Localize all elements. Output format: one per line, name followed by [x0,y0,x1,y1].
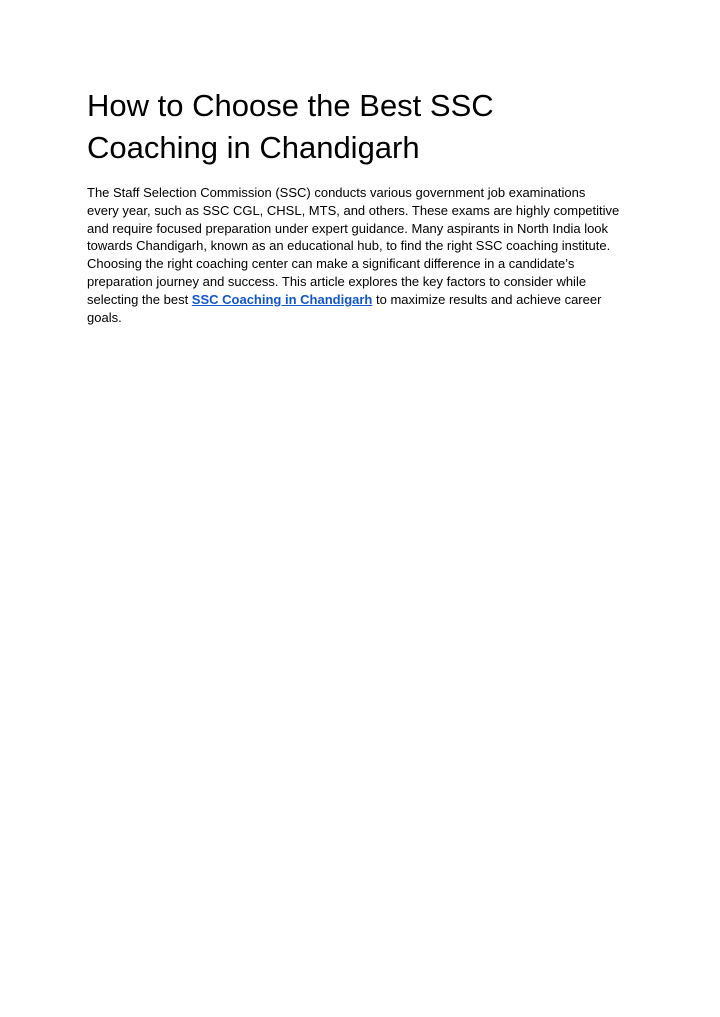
document-content [87,85,647,326]
title-line-2: Coaching in Chandigarh [87,130,420,165]
paragraph-line-7 [87,291,647,309]
intro-paragraph [87,184,647,326]
title-line-1: How to Choose the Best SSC [87,88,494,123]
paragraph-line-1: The Staff Selection Commission (SSC) conducts various government job examinations [87,185,586,200]
paragraph-line-3: and require focused preparation under expert guidance. Many aspirants in North India look [87,220,609,236]
link-line-after: to maximize results and achieve career [372,291,602,307]
paragraph-line-5: Choosing the right coaching center can make a significant difference in a candidate’s [87,256,575,272]
page-title [87,85,647,169]
ssc-coaching-link[interactable]: SSC Coaching in Chandigarh [191,291,373,307]
paragraph-line-8: goals. [87,309,122,325]
paragraph-line-6: preparation journey and success. This article explores the key factors to consider while [87,273,587,289]
paragraph-line-2: every year, such as SSC CGL, CHSL, MTS, and others. These exams are highly competitive [87,202,620,218]
paragraph-line-4: towards Chandigarh, known as an educational hub, to find the right SSC coaching institute. [87,238,611,254]
link-line-before: selecting the best [87,291,192,307]
